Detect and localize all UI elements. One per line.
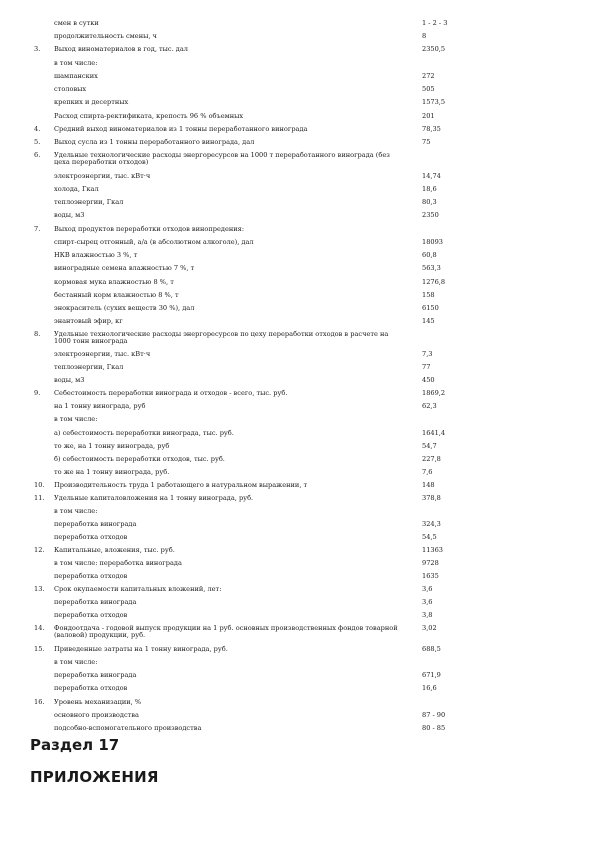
row-value: 7,6 [422,468,433,476]
row-value: 11363 [422,546,443,554]
row-label: Средний выход виноматериалов из 1 тонны переработанного винограда [54,125,308,133]
row-number: 13. [34,585,45,593]
row-label: в том числе: [54,507,98,515]
row-label: Капитальные, вложения, тыс. руб. [54,546,175,554]
row-value: 1635 [422,572,439,580]
row-label: то же на 1 тонну винограда, руб. [54,468,170,476]
row-number: 4. [34,125,41,133]
row-label: шампанских [54,72,98,80]
row-value: 54,5 [422,533,437,541]
row-value: 272 [422,72,435,80]
row-number: 3. [34,45,41,53]
row-number: 16. [34,698,45,706]
row-value: 1276,8 [422,278,446,286]
row-value: 148 [422,481,435,489]
row-value: 14,74 [422,172,441,180]
row-label: основного производства [54,711,139,719]
row-value: 3,02 [422,624,437,632]
row-label: б) себестоимость переработки отходов, тыс. руб. [54,455,225,463]
row-value: 324,3 [422,520,441,528]
row-label: крепких и десертных [54,98,129,106]
row-value: 671,9 [422,671,441,679]
row-value: 563,3 [422,264,441,272]
row-number: 15. [34,645,45,653]
row-label: подсобно-вспомогательного производства [54,724,202,732]
row-label: Выход продуктов переработки отходов винопредения: [54,225,245,233]
row-label: воды, м3 [54,211,85,219]
row-value: 3,6 [422,585,433,593]
row-number: 10. [34,481,45,489]
row-value: 62,3 [422,402,437,410]
row-number: 8. [34,330,41,338]
row-label: электроэнергии, тыс. кВт·ч [54,350,151,358]
row-label: на 1 тонну винограда, руб [54,402,146,410]
row-value: 1 - 2 - 3 [422,19,448,27]
row-value: 8 [422,32,427,40]
row-label: в том числе: [54,658,98,666]
row-label: Срок окупаемости капитальных вложений, лет: [54,585,222,593]
row-value: 1869,2 [422,389,446,397]
row-label: энантовый эфир, кг [54,317,123,325]
row-number: 5. [34,138,41,146]
row-label: Выход сусла из 1 тонны переработанного винограда, дал [54,138,255,146]
appendix-heading: ПРИЛОЖЕНИЯ [30,768,159,786]
row-label: столовых [54,85,87,93]
row-label: в том числе: [54,59,98,67]
row-value: 80,3 [422,198,437,206]
row-value: 80 - 85 [422,724,446,732]
row-value: 688,5 [422,645,441,653]
row-label: а) себестоимость переработки винограда, тыс. руб. [54,429,234,437]
row-label: энокраситель (сухих веществ 30 %), дал [54,304,195,312]
row-label: Удельные технологические расходы энергоресурсов на 1000 т переработанного винограда (без цеха переработки отходов) [54,151,390,167]
row-label: переработка отходов [54,684,128,692]
row-label: теплоэнергии, Гкал [54,198,124,206]
row-value: 3,8 [422,611,433,619]
row-label: спирт-сырец отгонный, а/а (в абсолютном алкоголе), дал [54,238,254,246]
row-value: 3,6 [422,598,433,606]
row-value: 60,8 [422,251,437,259]
row-value: 18,6 [422,185,437,193]
row-label: кормовая мука влажностью 8 %, т [54,278,174,286]
row-label: электроэнергии, тыс. кВт·ч [54,172,151,180]
row-value: 145 [422,317,435,325]
row-value: 450 [422,376,435,384]
row-label: переработка винограда [54,520,137,528]
row-label: смен в сутки [54,19,99,27]
row-label: холода, Гкал [54,185,99,193]
row-label: переработка винограда [54,598,137,606]
row-value: 87 - 90 [422,711,446,719]
row-label: бестанный корм влажностью 8 %, т [54,291,179,299]
row-value: 6150 [422,304,439,312]
row-label: Себестоимость переработки винограда и отходов - всего, тыс. руб. [54,389,288,397]
row-value: 7,3 [422,350,433,358]
row-label: то же, на 1 тонну винограда, руб [54,442,170,450]
row-label: Фондоотдача - годовой выпуск продукции на 1 руб. основных производственных фондов товарной (валовой) продукции, руб. [54,624,398,640]
row-number: 6. [34,151,41,159]
row-number: 7. [34,225,41,233]
row-label: продолжительность смены, ч [54,32,157,40]
row-label: теплоэнергии, Гкал [54,363,124,371]
row-number: 12. [34,546,45,554]
section-heading: Раздел 17 [30,736,120,754]
row-value: 158 [422,291,435,299]
row-value: 18093 [422,238,443,246]
row-label: в том числе: переработка винограда [54,559,182,567]
row-label: Удельные капиталовложения на 1 тонну винограда, руб. [54,494,254,502]
row-label: переработка отходов [54,611,128,619]
row-value: 1573,5 [422,98,446,106]
row-label: воды, м3 [54,376,85,384]
row-number: 11. [34,494,45,502]
row-value: 9728 [422,559,439,567]
row-value: 75 [422,138,431,146]
row-value: 78,35 [422,125,441,133]
row-value: 378,8 [422,494,441,502]
row-label: Уровень механизации, % [54,698,142,706]
row-value: 1641,4 [422,429,446,437]
row-label: Приведенные затраты на 1 тонну винограда, руб. [54,645,228,653]
row-value: 505 [422,85,435,93]
row-label: Удельные технологические расходы энергоресурсов по цеху переработки отходов в расчете на 1000 тонн винограда [54,330,389,346]
row-label: Расход спирта-ректификата, крепость 96 % объемных [54,112,244,120]
row-number: 9. [34,389,41,397]
row-label: Выход виноматериалов в год, тыс. дал [54,45,188,53]
row-label: в том числе: [54,415,98,423]
row-value: 2350,5 [422,45,446,53]
row-value: 77 [422,363,431,371]
row-label: виноградные семена влажностью 7 %, т [54,264,195,272]
row-label: Производительность труда 1 работающего в натуральном выражении, т [54,481,308,489]
row-label: переработка отходов [54,533,128,541]
row-label: НКВ влажностью 3 %, т [54,251,138,259]
row-value: 2350 [422,211,439,219]
row-number: 14. [34,624,45,632]
row-label: переработка винограда [54,671,137,679]
row-value: 54,7 [422,442,437,450]
row-value: 16,6 [422,684,437,692]
row-value: 227,8 [422,455,441,463]
row-value: 201 [422,112,435,120]
row-label: переработка отходов [54,572,128,580]
